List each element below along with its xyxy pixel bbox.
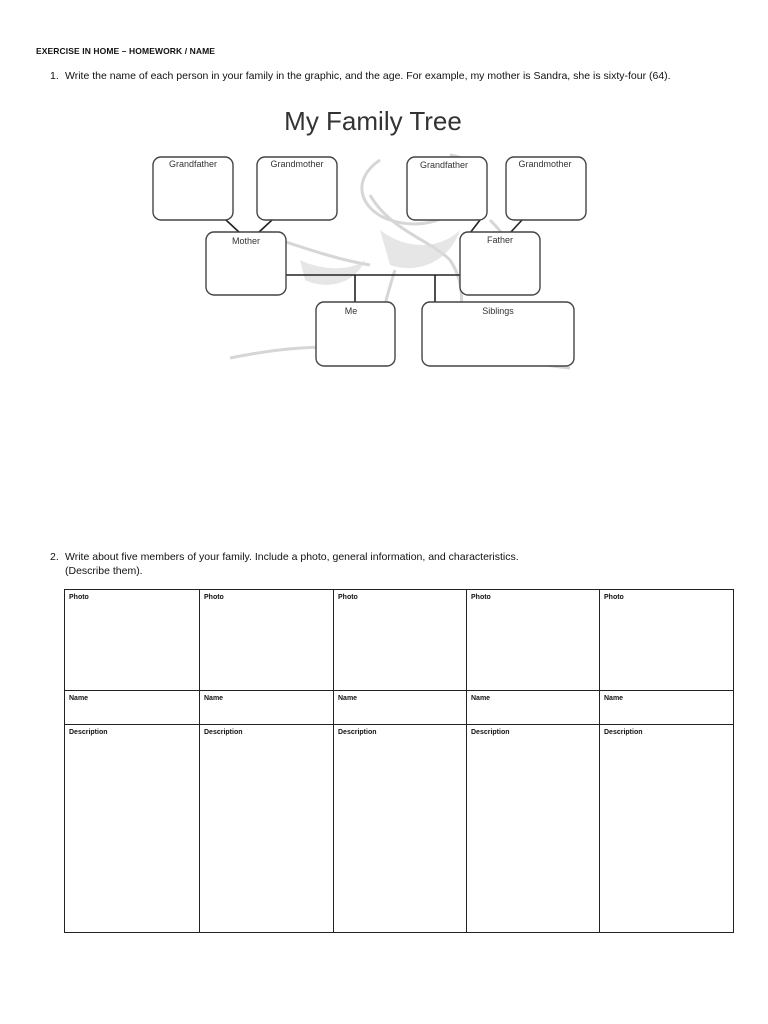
question-2-number: 2. (50, 551, 59, 563)
photo-cell[interactable] (600, 590, 734, 691)
family-tree-graphic (150, 100, 670, 385)
photo-label: Photo (69, 594, 89, 601)
photo-cell[interactable] (334, 590, 467, 691)
photo-label: Photo (471, 594, 491, 601)
question-2 (50, 550, 730, 580)
siblings-label: Siblings (482, 306, 514, 316)
description-cell[interactable] (334, 725, 467, 933)
description-row (65, 725, 734, 933)
description-cell[interactable] (467, 725, 600, 933)
name-row (65, 691, 734, 725)
grandmother-left-label: Grandmother (270, 159, 324, 169)
family-members-table (64, 589, 734, 933)
header-title: EXERCISE IN HOME – HOMEWORK / NAME (36, 46, 216, 56)
name-label: Name (471, 695, 491, 702)
father-label: Father (486, 235, 514, 245)
description-label: Description (471, 729, 510, 736)
name-cell[interactable] (200, 691, 334, 725)
question-1-number: 1. (50, 70, 59, 82)
question-2-line-2: (Describe them). (65, 565, 143, 577)
photo-label: Photo (338, 594, 358, 601)
photo-label: Photo (204, 594, 224, 601)
me-label: Me (344, 306, 358, 316)
description-cell[interactable] (200, 725, 334, 933)
description-cell[interactable] (600, 725, 734, 933)
question-1 (50, 69, 730, 85)
grandfather-left-label: Grandfather (168, 159, 218, 169)
question-2-line-1: Write about five members of your family. Include a photo, general information, and characteristics. (65, 551, 519, 563)
description-label: Description (204, 729, 243, 736)
mother-label: Mother (231, 236, 261, 246)
grandmother-right-label: Grandmother (518, 159, 572, 169)
tree-shading (300, 230, 460, 285)
photo-row (65, 590, 734, 691)
family-tree-svg (150, 100, 670, 385)
photo-cell[interactable] (467, 590, 600, 691)
tree-title: My Family Tree (284, 106, 462, 136)
name-label: Name (338, 695, 358, 702)
name-label: Name (604, 695, 624, 702)
description-cell[interactable] (65, 725, 200, 933)
description-label: Description (338, 729, 377, 736)
photo-cell[interactable] (65, 590, 200, 691)
grandfather-right-label: Grandfather (419, 160, 469, 170)
name-cell[interactable] (467, 691, 600, 725)
name-cell[interactable] (334, 691, 467, 725)
name-label: Name (69, 695, 89, 702)
question-1-text: Write the name of each person in your family in the graphic, and the age. For example, my mother is Sandra, she is sixty-four (64). (65, 70, 671, 82)
name-cell[interactable] (600, 691, 734, 725)
name-cell[interactable] (65, 691, 200, 725)
photo-label: Photo (604, 594, 624, 601)
description-label: Description (604, 729, 643, 736)
photo-cell[interactable] (200, 590, 334, 691)
description-label: Description (69, 729, 108, 736)
name-label: Name (204, 695, 224, 702)
